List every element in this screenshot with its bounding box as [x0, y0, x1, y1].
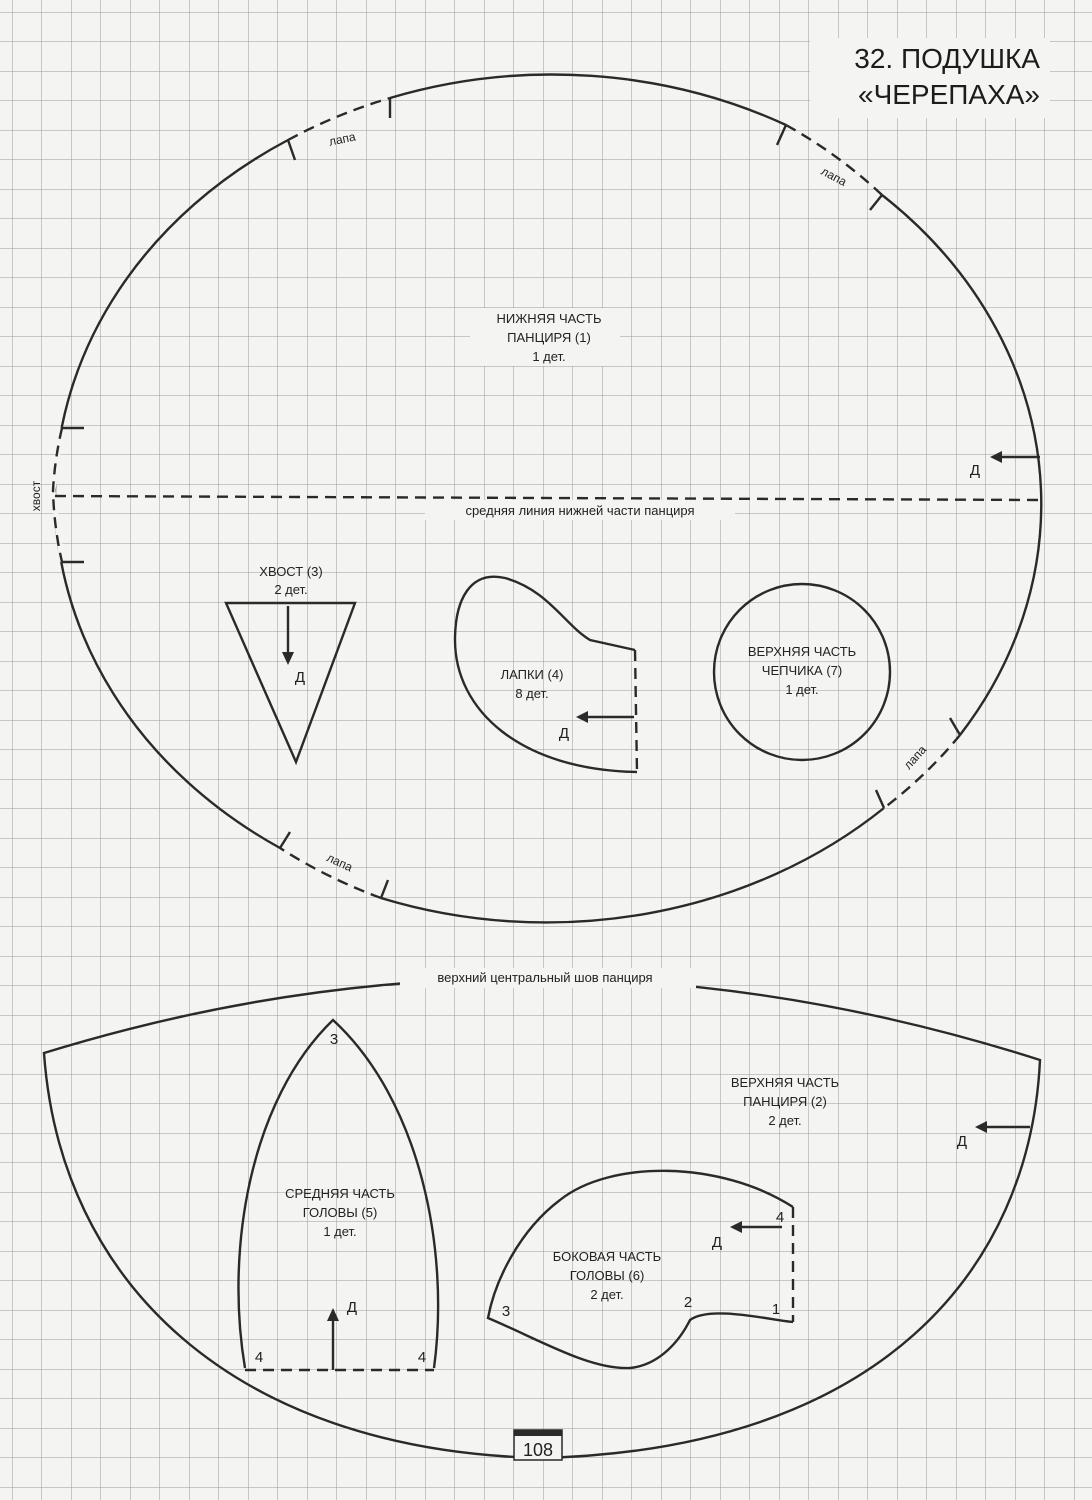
- tail-label-2: 2 дет.: [274, 582, 308, 597]
- paw-mark-bottom-right: лапа: [900, 742, 930, 772]
- head-side-point-1: 1: [771, 1301, 781, 1318]
- paw-mark-bottom-left: лапа: [324, 850, 355, 875]
- paw-mark-top-right: лапа: [818, 163, 850, 189]
- grain-mark-top-shell: Д: [956, 1133, 968, 1150]
- cap-top-label-2: ЧЕПЧИКА (7): [761, 663, 843, 678]
- head-side-label-2: ГОЛОВЫ (6): [569, 1268, 645, 1283]
- page-number: 108: [522, 1440, 554, 1460]
- head-middle-point-3: 3: [329, 1031, 339, 1048]
- head-middle-label-3: 1 дет.: [323, 1224, 357, 1239]
- bottom-shell-label-2: ПАНЦИРЯ (1): [507, 330, 591, 345]
- paw-mark-top-left: лапа: [327, 129, 357, 149]
- head-side-point-2: 2: [683, 1294, 693, 1311]
- grain-mark-paws: Д: [558, 725, 570, 742]
- page-number-box: [514, 1430, 562, 1460]
- midline-label: средняя линия нижней части панциря: [465, 503, 695, 518]
- bottom-shell-label-3: 1 дет.: [532, 349, 566, 364]
- title-line-2: «ЧЕРЕПАХА»: [858, 79, 1040, 110]
- paws-label-1: ЛАПКИ (4): [500, 667, 564, 682]
- head-side-label-1: БОКОВАЯ ЧАСТЬ: [552, 1249, 662, 1264]
- top-shell-label-1: ВЕРХНЯЯ ЧАСТЬ: [730, 1075, 840, 1090]
- paws-label-2: 8 дет.: [515, 686, 549, 701]
- head-side-point-4: 4: [775, 1209, 785, 1226]
- top-shell-label-3: 2 дет.: [768, 1113, 802, 1128]
- grain-mark-tail: Д: [294, 669, 306, 686]
- bottom-shell-label-1: НИЖНЯЯ ЧАСТЬ: [496, 311, 602, 326]
- cap-top-label-1: ВЕРХНЯЯ ЧАСТЬ: [747, 644, 857, 659]
- title-line-1: 32. ПОДУШКА: [854, 43, 1040, 74]
- head-middle-label-2: ГОЛОВЫ (5): [302, 1205, 378, 1220]
- head-side-point-3: 3: [501, 1303, 511, 1320]
- grain-mark-head-middle: Д: [346, 1299, 358, 1316]
- tail-label-1: ХВОСТ (3): [259, 564, 323, 579]
- head-middle-point-4-right: 4: [417, 1349, 427, 1366]
- tail-mark: хвост: [29, 480, 43, 512]
- grain-mark-head-side: Д: [711, 1234, 723, 1251]
- grain-mark-bottom-shell: Д: [969, 462, 981, 479]
- head-middle-label-1: СРЕДНЯЯ ЧАСТЬ: [285, 1186, 395, 1201]
- top-seam-label: верхний центральный шов панциря: [437, 970, 653, 985]
- top-shell-label-2: ПАНЦИРЯ (2): [743, 1094, 827, 1109]
- cap-top-label-3: 1 дет.: [785, 682, 819, 697]
- head-middle-point-4-left: 4: [254, 1349, 264, 1366]
- head-side-label-3: 2 дет.: [590, 1287, 624, 1302]
